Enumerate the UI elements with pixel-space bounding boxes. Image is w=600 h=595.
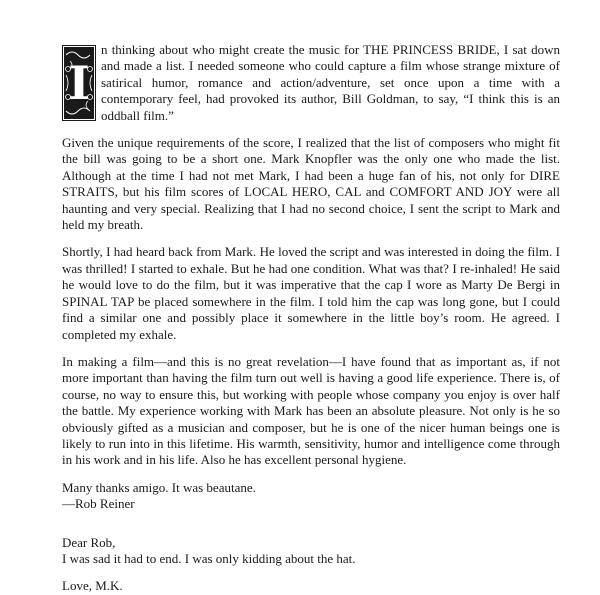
signature: —Rob Reiner	[62, 496, 135, 512]
reply-body: I was sad it had to end. I was only kidding about the hat.	[62, 550, 356, 566]
paragraph-3: Shortly, I had heard back from Mark. He loved the script and was interested in doing the film. I was thrilled! I started to exhale. But he had one condition. What was that? I re-inhaled! He said he would love to do the film, but it was imperative that the cap I wore as Marty De Bergi in SPINAL TAP be placed somewhere in the film. I told him the cap was long gone, but I could find a similar one and possibly place it somewhere in the little boy’s room. He agreed. I completed my exhale.	[62, 244, 560, 342]
paragraph-2: Given the unique requirements of the score, I realized that the list of composers who might fit the bill was going to be a short one. Mark Knopfler was the only one who made the list. Although at the time I had not met Mark, I had been a huge fan of his, not only for DIRE STRAITS, but his film scores of LOCAL HERO, CAL and COMFORT AND JOY were all haunting and very special. Realizing that I had no second choice, I sent the script to Mark and held my breath.	[62, 135, 560, 233]
ornamental-dropcap	[62, 45, 96, 121]
spacer	[62, 513, 560, 524]
paragraph-1	[62, 42, 560, 124]
paragraph-1-text: n thinking about who might create the music for THE PRINCESS BRIDE, I sat down and made a list. I needed someone who could capture a film whose strange mixture of satirical humor, romance and action/adventure, set once upon a time with a contemporary feel, had provoked its author, Bill Goldman, to say, “I think this is an oddball film.”	[101, 42, 560, 123]
reply-closing: Love, M.K.	[62, 578, 123, 594]
paragraph-4: In making a film—and this is no great revelation—I have found that as important as, if not more important than having the film turn out well is having a good life experience. There is, of course, no way to ensure this, but working with people whose company you enjoy is over half the battle. My experience working with Mark has been an absolute pleasure. Not only is he so obviously gifted as a musician and composer, but he is one of the nicer human beings one is likely to run into in this lifetime. His warmth, sensitivity, humor and intelligence come through in his work and in his life. Also he has excellent personal hygiene.	[62, 353, 560, 468]
reply-salutation: Dear Rob,	[62, 534, 116, 550]
letter-page	[62, 42, 560, 595]
spacer	[62, 567, 560, 578]
dropcap-letter: I	[68, 56, 90, 110]
closing-line: Many thanks amigo. It was beautane.	[62, 479, 256, 495]
spacer	[62, 524, 560, 535]
